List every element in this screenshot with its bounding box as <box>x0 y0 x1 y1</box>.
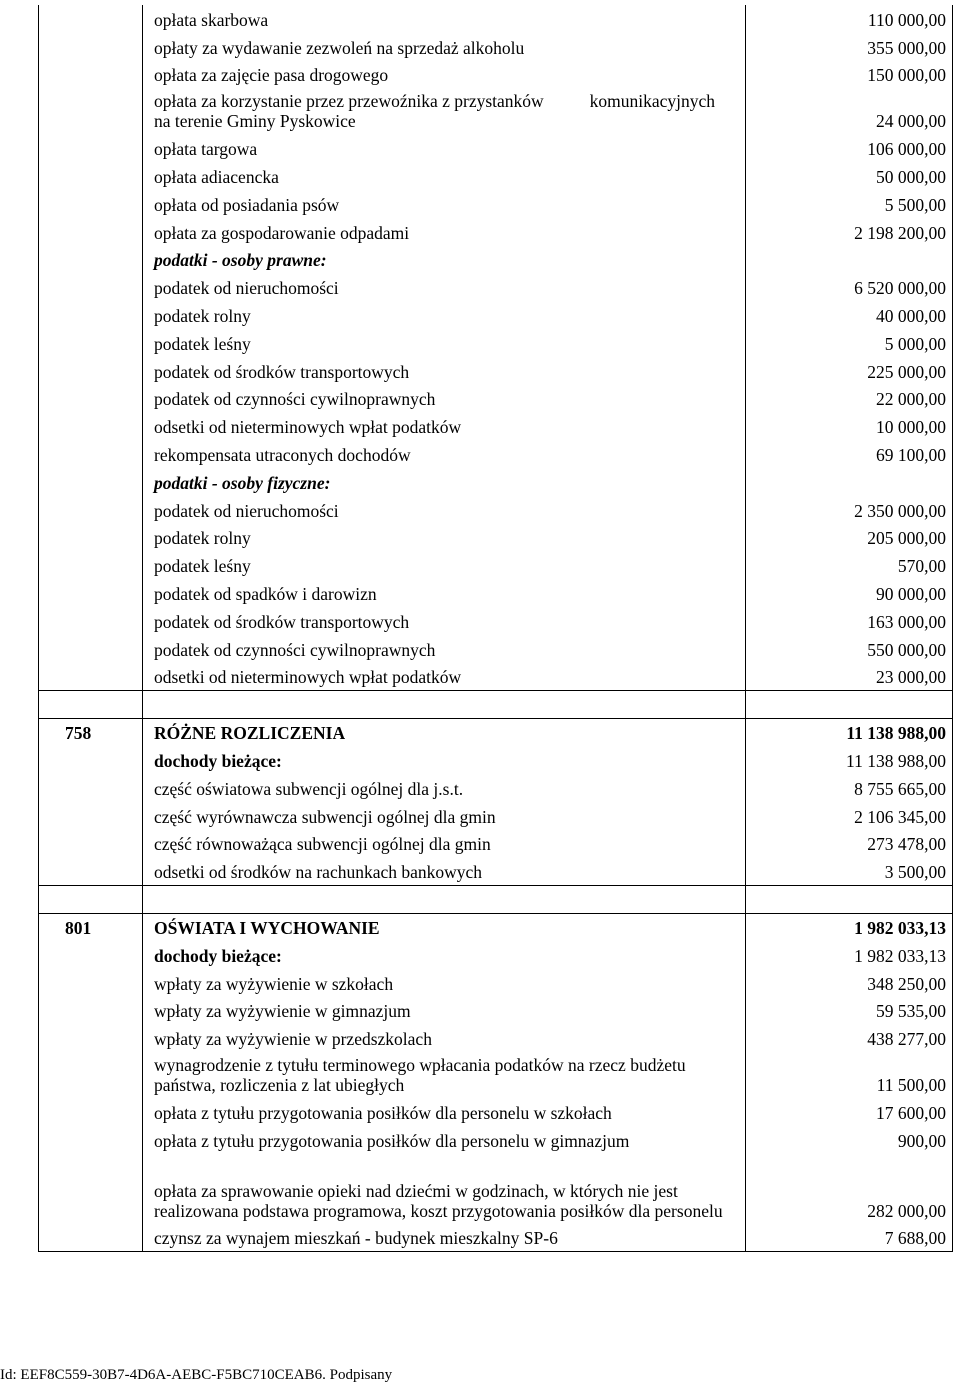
item-label: podatek od środków transportowych <box>154 611 410 632</box>
section-code-cell <box>39 663 143 691</box>
current-income-row <box>39 941 953 969</box>
item-label: podatek leśny <box>154 556 251 577</box>
empty-cell <box>143 885 746 913</box>
section-code-cell <box>39 802 143 830</box>
current-income-label: dochody bieżące: <box>154 750 282 771</box>
amount-cell: 40 000,00 <box>746 301 953 329</box>
table-row <box>39 1154 953 1224</box>
amount-cell: 6 520 000,00 <box>746 273 953 301</box>
item-label-part: opłata za korzystanie przez przewoźnika z przystanków <box>154 91 544 112</box>
table-row <box>39 579 953 607</box>
amount-cell: 550 000,00 <box>746 635 953 663</box>
table-row <box>39 357 953 385</box>
amount-cell: 23 000,00 <box>746 663 953 691</box>
section-code-cell <box>39 218 143 246</box>
table-row <box>39 635 953 663</box>
amount-cell: 7 688,00 <box>746 1224 953 1252</box>
spacer-row <box>39 690 953 718</box>
amount-cell <box>746 468 953 496</box>
table-row <box>39 1024 953 1052</box>
table-row <box>39 663 953 691</box>
current-income-amount: 1 982 033,13 <box>746 941 953 969</box>
amount-cell: 2 106 345,00 <box>746 802 953 830</box>
section-code-cell <box>39 607 143 635</box>
item-label: podatek od czynności cywilnoprawnych <box>154 389 436 410</box>
amount-cell: 5 500,00 <box>746 190 953 218</box>
section-code-cell <box>39 1024 143 1052</box>
section-code-cell <box>39 190 143 218</box>
section-code-cell <box>39 1126 143 1154</box>
section-code-cell <box>39 33 143 61</box>
amount-cell: 8 755 665,00 <box>746 774 953 802</box>
item-label: wpłaty za wyżywienie w przedszkolach <box>154 1029 432 1050</box>
chapter-total: 11 138 988,00 <box>746 718 953 746</box>
amount-cell: 2 198 200,00 <box>746 218 953 246</box>
item-label: czynsz za wynajem mieszkań - budynek mieszkalny SP-6 <box>143 1224 746 1252</box>
table-row <box>39 88 953 134</box>
amount-cell: 22 000,00 <box>746 385 953 413</box>
item-label: podatek rolny <box>154 305 251 326</box>
section-code-cell <box>39 162 143 190</box>
item-label: opłaty za wydawanie zezwoleń na sprzedaż alkoholu <box>154 37 525 58</box>
section-code-cell <box>39 1098 143 1126</box>
amount-cell: 90 000,00 <box>746 579 953 607</box>
section-code-cell <box>39 412 143 440</box>
item-label: odsetki od nieterminowych wpłat podatków <box>154 666 462 687</box>
amount-cell: 225 000,00 <box>746 357 953 385</box>
item-label-line <box>154 91 745 111</box>
table-row <box>39 190 953 218</box>
item-label: opłata z tytułu przygotowania posiłków dla personelu w szkołach <box>154 1102 612 1123</box>
section-code-cell <box>39 357 143 385</box>
table-row <box>39 440 953 468</box>
amount-cell <box>746 246 953 274</box>
section-code-cell <box>39 997 143 1025</box>
item-label: część oświatowa subwencji ogólnej dla j.s.t. <box>154 778 464 799</box>
chapter-row <box>39 718 953 746</box>
section-code-cell <box>39 440 143 468</box>
current-income-amount: 11 138 988,00 <box>746 746 953 774</box>
amount-cell: 205 000,00 <box>746 524 953 552</box>
section-code-cell <box>39 969 143 997</box>
item-label: wynagrodzenie z tytułu terminowego wpłacania podatków na rzecz budżetu państwa, rozliczenia z lat ubiegłych <box>154 1055 686 1096</box>
item-label: opłata za zajęcie pasa drogowego <box>154 65 389 86</box>
table-row <box>39 830 953 858</box>
amount-cell: 10 000,00 <box>746 412 953 440</box>
table-row <box>39 162 953 190</box>
table-row <box>39 969 953 997</box>
item-label: odsetki od nieterminowych wpłat podatków <box>154 417 462 438</box>
table-row <box>39 774 953 802</box>
table-row <box>39 33 953 61</box>
section-code-cell <box>39 301 143 329</box>
section-code-cell <box>39 134 143 162</box>
section-code-cell <box>39 579 143 607</box>
table-row <box>39 997 953 1025</box>
item-label <box>143 88 746 134</box>
section-code-cell <box>39 5 143 33</box>
subheading-label <box>143 246 746 274</box>
table-row <box>39 385 953 413</box>
subheading-text: podatki - osoby fizyczne: <box>154 472 331 493</box>
amount-cell: 163 000,00 <box>746 607 953 635</box>
chapter-title: RÓŻNE ROZLICZENIA <box>143 718 746 746</box>
document-id-footer: Id: EEF8C559-30B7-4D6A-AEBC-F5BC710CEAB6. Podpisany <box>0 1367 393 1383</box>
item-label: podatek od spadków i darowizn <box>154 583 377 604</box>
amount-cell: 2 350 000,00 <box>746 496 953 524</box>
chapter-title: OŚWIATA I WYCHOWANIE <box>143 913 746 941</box>
item-label: część wyrównawcza subwencji ogólnej dla gmin <box>154 806 496 827</box>
subheading-row <box>39 246 953 274</box>
table-row <box>39 1098 953 1126</box>
section-code-cell <box>39 61 143 89</box>
subheading-text: podatki - osoby prawne: <box>154 250 327 271</box>
item-label: opłata od posiadania psów <box>154 194 340 215</box>
amount-cell: 110 000,00 <box>746 5 953 33</box>
section-code-cell <box>39 690 143 718</box>
chapter-total: 1 982 033,13 <box>746 913 953 941</box>
item-label: podatek rolny <box>154 528 251 549</box>
amount-cell: 348 250,00 <box>746 969 953 997</box>
item-label: opłata adiacencka <box>154 166 279 187</box>
amount-cell <box>746 690 953 718</box>
table-row <box>39 134 953 162</box>
item-label: opłata za gospodarowanie odpadami <box>154 222 410 243</box>
section-code-cell <box>39 468 143 496</box>
section-code-cell <box>39 774 143 802</box>
section-code-cell <box>39 1154 143 1224</box>
item-label-part: komunikacyjnych <box>589 91 715 112</box>
section-code-cell <box>39 551 143 579</box>
empty-cell <box>143 690 746 718</box>
table-row <box>39 301 953 329</box>
item-label: opłata targowa <box>154 139 258 160</box>
amount-cell: 24 000,00 <box>746 88 953 134</box>
amount-cell: 3 500,00 <box>746 857 953 885</box>
section-code-cell <box>39 746 143 774</box>
amount-cell: 17 600,00 <box>746 1098 953 1126</box>
item-label: podatek leśny <box>154 333 251 354</box>
item-label: podatek od nieruchomości <box>154 278 339 299</box>
table-row <box>39 1126 953 1154</box>
subheading-row <box>39 468 953 496</box>
amount-cell: 5 000,00 <box>746 329 953 357</box>
table-body <box>39 5 953 1251</box>
spacer-row <box>39 885 953 913</box>
item-label: opłata skarbowa <box>154 9 269 30</box>
section-code-cell <box>39 1224 143 1252</box>
table-row <box>39 1052 953 1098</box>
item-label: odsetki od środków na rachunkach bankowych <box>154 861 483 882</box>
amount-cell: 900,00 <box>746 1126 953 1154</box>
section-code-cell <box>39 246 143 274</box>
table-row <box>39 802 953 830</box>
section-code-cell <box>39 830 143 858</box>
item-label: podatek od nieruchomości <box>154 500 339 521</box>
table-row <box>39 218 953 246</box>
table-row <box>39 496 953 524</box>
item-label: wpłaty za wyżywienie w gimnazjum <box>154 1001 411 1022</box>
table-row <box>39 329 953 357</box>
table-row <box>39 857 953 885</box>
item-label: rekompensata utraconych dochodów <box>154 444 411 465</box>
current-income-label: dochody bieżące: <box>154 945 282 966</box>
section-code-cell <box>39 496 143 524</box>
chapter-row <box>39 913 953 941</box>
section-code-cell <box>39 385 143 413</box>
budget-income-table <box>38 5 953 1252</box>
table-row <box>39 524 953 552</box>
section-code-cell <box>39 635 143 663</box>
section-code-cell <box>39 329 143 357</box>
table-row <box>39 551 953 579</box>
item-label: podatek od czynności cywilnoprawnych <box>154 639 436 660</box>
current-income-row <box>39 746 953 774</box>
amount-cell <box>746 885 953 913</box>
section-code-cell <box>39 273 143 301</box>
table-row <box>39 273 953 301</box>
item-label: część równoważąca subwencji ogólnej dla gmin <box>154 834 491 855</box>
current-income-label-cell <box>143 941 746 969</box>
section-code-cell <box>39 88 143 134</box>
item-label-line: na terenie Gminy Pyskowice <box>154 111 356 132</box>
current-income-label-cell <box>143 746 746 774</box>
amount-cell: 150 000,00 <box>746 61 953 89</box>
table-row <box>39 5 953 33</box>
section-code-cell <box>39 885 143 913</box>
amount-cell: 570,00 <box>746 551 953 579</box>
amount-cell: 11 500,00 <box>746 1052 953 1098</box>
section-code-cell <box>39 1052 143 1098</box>
item-label: opłata za sprawowanie opieki nad dziećmi w godzinach, w których nie jest realizowana podstawa programowa, koszt przygotowania posiłków dla personelu <box>154 1180 723 1221</box>
table-row <box>39 1224 953 1252</box>
amount-cell: 50 000,00 <box>746 162 953 190</box>
chapter-code: 801 <box>39 913 143 941</box>
amount-cell: 106 000,00 <box>746 134 953 162</box>
amount-cell: 438 277,00 <box>746 1024 953 1052</box>
amount-cell: 273 478,00 <box>746 830 953 858</box>
table-row <box>39 412 953 440</box>
table-row <box>39 61 953 89</box>
section-code-cell <box>39 941 143 969</box>
item-label: wpłaty za wyżywienie w szkołach <box>154 973 394 994</box>
section-code-cell <box>39 857 143 885</box>
amount-cell: 282 000,00 <box>746 1154 953 1224</box>
item-label: opłata z tytułu przygotowania posiłków dla personelu w gimnazjum <box>154 1130 630 1151</box>
chapter-code: 758 <box>39 718 143 746</box>
section-code-cell <box>39 524 143 552</box>
amount-cell: 69 100,00 <box>746 440 953 468</box>
amount-cell: 59 535,00 <box>746 997 953 1025</box>
subheading-label <box>143 468 746 496</box>
item-label: podatek od środków transportowych <box>154 361 410 382</box>
amount-cell: 355 000,00 <box>746 33 953 61</box>
table-row <box>39 607 953 635</box>
